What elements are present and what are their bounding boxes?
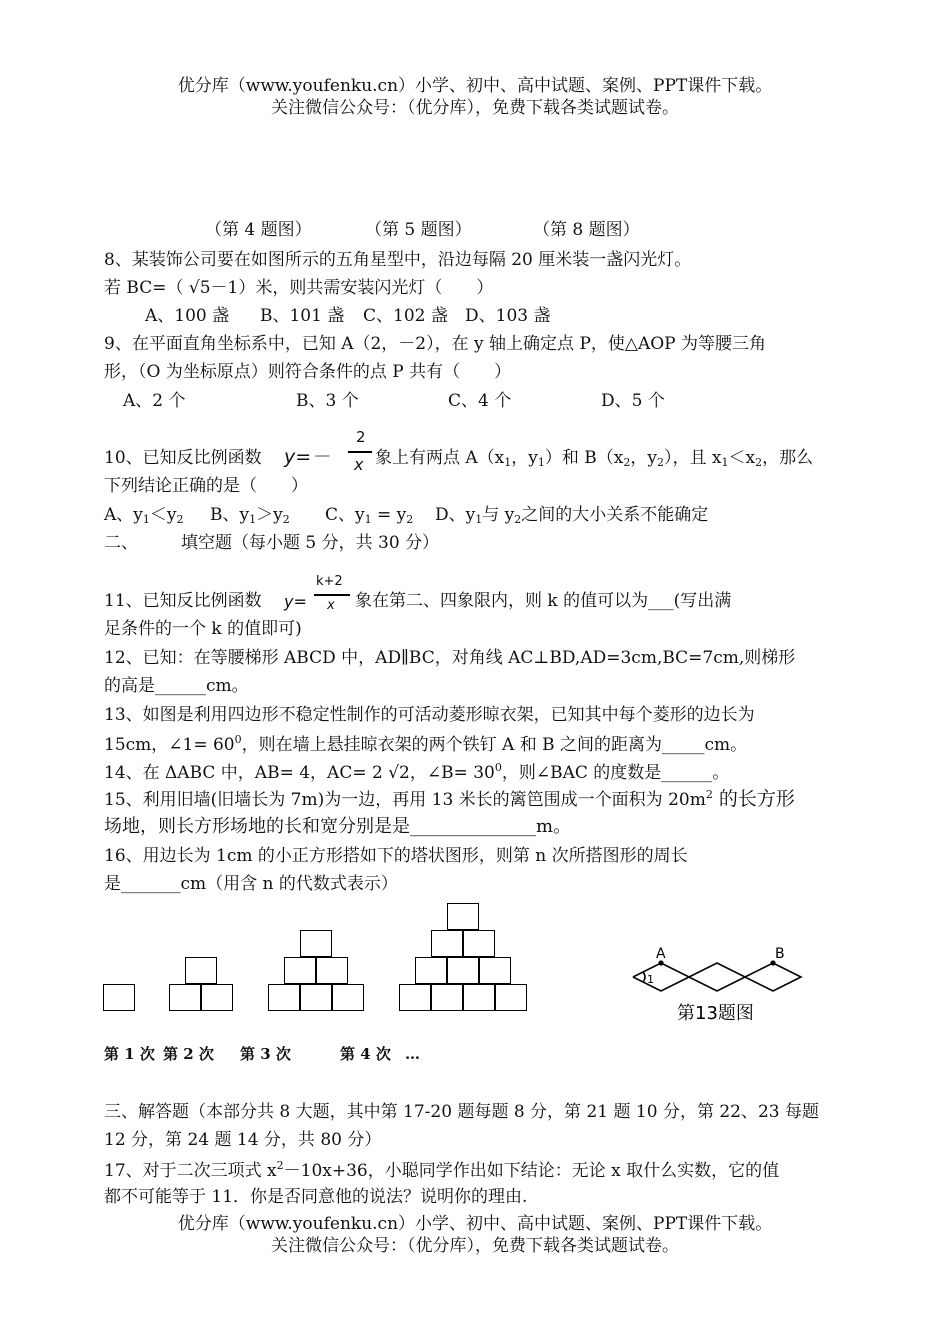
q13-line-2: 15cm，∠1= $60^0$，则在墙上悬挂晾衣架的两个铁钉 A 和 B 之间的距离为_____cm。 bbox=[104, 733, 748, 755]
figure-13-rhombus-rack bbox=[625, 940, 825, 1030]
q16-line-1: 16、用边长为 1cm 的小正方形搭如下的塔状图形，则第 n 次所搭图形的周长 bbox=[104, 846, 688, 866]
q10-formula-num: 2 bbox=[356, 428, 366, 446]
square bbox=[284, 957, 316, 984]
q11-prefix: 11、已知反比例函数 bbox=[104, 591, 262, 611]
q15-line-2: 场地，则长方形场地的长和宽分别是是______________m。 bbox=[104, 816, 572, 837]
q9-option-b: B、3 个 bbox=[296, 391, 359, 411]
square bbox=[316, 957, 348, 984]
square bbox=[268, 984, 300, 1011]
square bbox=[479, 957, 511, 984]
q10-option-c: C、$y_1 = y_2$ bbox=[325, 505, 414, 526]
q8-option-c: C、102 盏 bbox=[363, 306, 448, 326]
square bbox=[447, 957, 479, 984]
figure-caption-q8: （第 8 题图） bbox=[533, 220, 640, 240]
square bbox=[431, 930, 463, 957]
q11-formula-y: y= bbox=[284, 592, 307, 611]
q11-line-2: 足条件的一个 k 的值即可) bbox=[104, 619, 302, 639]
tower-label-4: 第 4 次 bbox=[340, 1045, 391, 1063]
q10-line-1-rest: 象上有两点 $A(x_1$，$y_1$）和 $B(x_2$，$y_2$），且 $x_1<x_2$，那么 bbox=[375, 448, 814, 469]
figure-caption-q5: （第 5 题图） bbox=[365, 220, 472, 240]
square bbox=[300, 930, 332, 957]
square bbox=[463, 984, 495, 1011]
q8-line-1: 8、某装饰公司要在如图所示的五角星型中，沿边每隔 20 厘米装一盏闪光灯。 bbox=[104, 250, 692, 270]
header-line-2: 关注微信公众号：（优分库），免费下载各类试题试卷。 bbox=[271, 98, 679, 118]
q11-text: 象在第二、四象限内，则 k 的值可以为___(写出满 bbox=[355, 591, 732, 611]
figure-13-caption: 第13题图 bbox=[677, 1003, 754, 1024]
square bbox=[495, 984, 527, 1011]
square bbox=[399, 984, 431, 1011]
square bbox=[169, 984, 201, 1011]
q14-line: 14、在 ΔABC 中，AB= 4，AC= 2 √2，∠B= $30^0$，则∠BAC 的度数是______。 bbox=[104, 761, 730, 783]
square bbox=[447, 903, 479, 930]
q8-option-a: A、100 盏 bbox=[145, 306, 230, 326]
square bbox=[415, 957, 447, 984]
q12-line-2: 的高是______cm。 bbox=[104, 676, 249, 696]
tower-label-2: 第 2 次 bbox=[163, 1045, 214, 1063]
q10-line-2: 下列结论正确的是（ ） bbox=[104, 476, 308, 496]
q10-option-b: B、$y_1>y_2$ bbox=[210, 505, 290, 526]
tower-label-1: 第 1 次 bbox=[104, 1045, 155, 1063]
tower-label-3: 第 3 次 bbox=[240, 1045, 291, 1063]
section-2-number: 二、 bbox=[104, 533, 138, 553]
angle-1-label: 1 bbox=[647, 973, 654, 986]
q9-option-d: D、5 个 bbox=[601, 391, 665, 411]
section-3-line-1: 三、解答题（本部分共 8 大题，其中第 17-20 题每题 8 分，第 21 题 10 分，第 22、23 每题 bbox=[104, 1102, 820, 1122]
footer-line-2: 关注微信公众号：（优分库），免费下载各类试题试卷。 bbox=[271, 1236, 679, 1256]
q17-line-2: 都不可能等于 11．你是否同意他的说法？说明你的理由. bbox=[104, 1187, 528, 1207]
square bbox=[463, 930, 495, 957]
point-b-label: B bbox=[775, 946, 785, 962]
square bbox=[332, 984, 364, 1011]
q11-formula-num: k+2 bbox=[316, 574, 343, 589]
q10-formula-den: x bbox=[354, 455, 364, 474]
q8-option-b: B、101 盏 bbox=[260, 306, 345, 326]
q13-line-1: 13、如图是利用四边形不稳定性制作的可活动菱形晾衣架，已知其中每个菱形的边长为 bbox=[104, 705, 755, 725]
q9-line-2: 形，（O 为坐标原点）则符合条件的点 P 共有（ ） bbox=[104, 362, 512, 382]
figure-caption-q4: （第 4 题图） bbox=[205, 220, 312, 240]
q10-fraction-bar bbox=[348, 451, 372, 453]
q16-line-2: 是_______cm（用含 n 的代数式表示） bbox=[104, 874, 398, 894]
rhombus-outline bbox=[633, 963, 801, 991]
angle-1-arc bbox=[643, 972, 645, 982]
square bbox=[201, 984, 233, 1011]
footer-line-1: 优分库（www.youfenku.cn）小学、初中、高中试题、案例、PPT课件下载。 bbox=[177, 1214, 773, 1234]
q12-line-1: 12、已知：在等腰梯形 ABCD 中，AD∥BC，对角线 AC⊥BD,AD=3cm,BC=7cm,则梯形 bbox=[104, 648, 796, 668]
q11-fraction-bar bbox=[314, 594, 350, 596]
q10-option-a: A、$y_1<y_2$ bbox=[104, 505, 184, 526]
q15-line-1: 15、利用旧墙(旧墙长为 7m)为一边，再用 13 米长的篱笆围成一个面积为 $20m^2$ 的长方形 bbox=[104, 788, 795, 810]
square bbox=[185, 957, 217, 984]
header-line-1: 优分库（www.youfenku.cn）小学、初中、高中试题、案例、PPT课件下载。 bbox=[177, 76, 773, 96]
tower-label-ellipsis: … bbox=[405, 1045, 420, 1063]
q9-option-c: C、4 个 bbox=[448, 391, 512, 411]
square bbox=[103, 984, 135, 1011]
q10-option-d: D、$y_1$与 $y_2$之间的大小关系不能确定 bbox=[435, 505, 709, 526]
q8-line-2: 若 BC=（ √5－1）米，则共需安装闪光灯（ ） bbox=[104, 278, 494, 298]
q9-option-a: A、2 个 bbox=[123, 391, 186, 411]
q8-option-d: D、103 盏 bbox=[465, 306, 551, 326]
square bbox=[431, 984, 463, 1011]
q10-prefix: 10、已知反比例函数 bbox=[104, 448, 262, 468]
q9-line-1: 9、在平面直角坐标系中，已知 A（2，－2），在 y 轴上确定点 P，使△AOP 为等腰三角 bbox=[104, 334, 767, 354]
point-a-label: A bbox=[656, 946, 666, 962]
q17-line-1: 17、对于二次三项式 $x^2-10x+36$，小聪同学作出如下结论：无论 x 取什么实数，它的值 bbox=[104, 1159, 780, 1181]
section-3-line-2: 12 分，第 24 题 14 分，共 80 分） bbox=[104, 1130, 382, 1150]
q10-formula-y: y=－ bbox=[284, 446, 331, 468]
section-2-title: 填空题（每小题 5 分，共 30 分） bbox=[181, 533, 440, 553]
square bbox=[300, 984, 332, 1011]
q11-formula-den: x bbox=[327, 598, 335, 613]
